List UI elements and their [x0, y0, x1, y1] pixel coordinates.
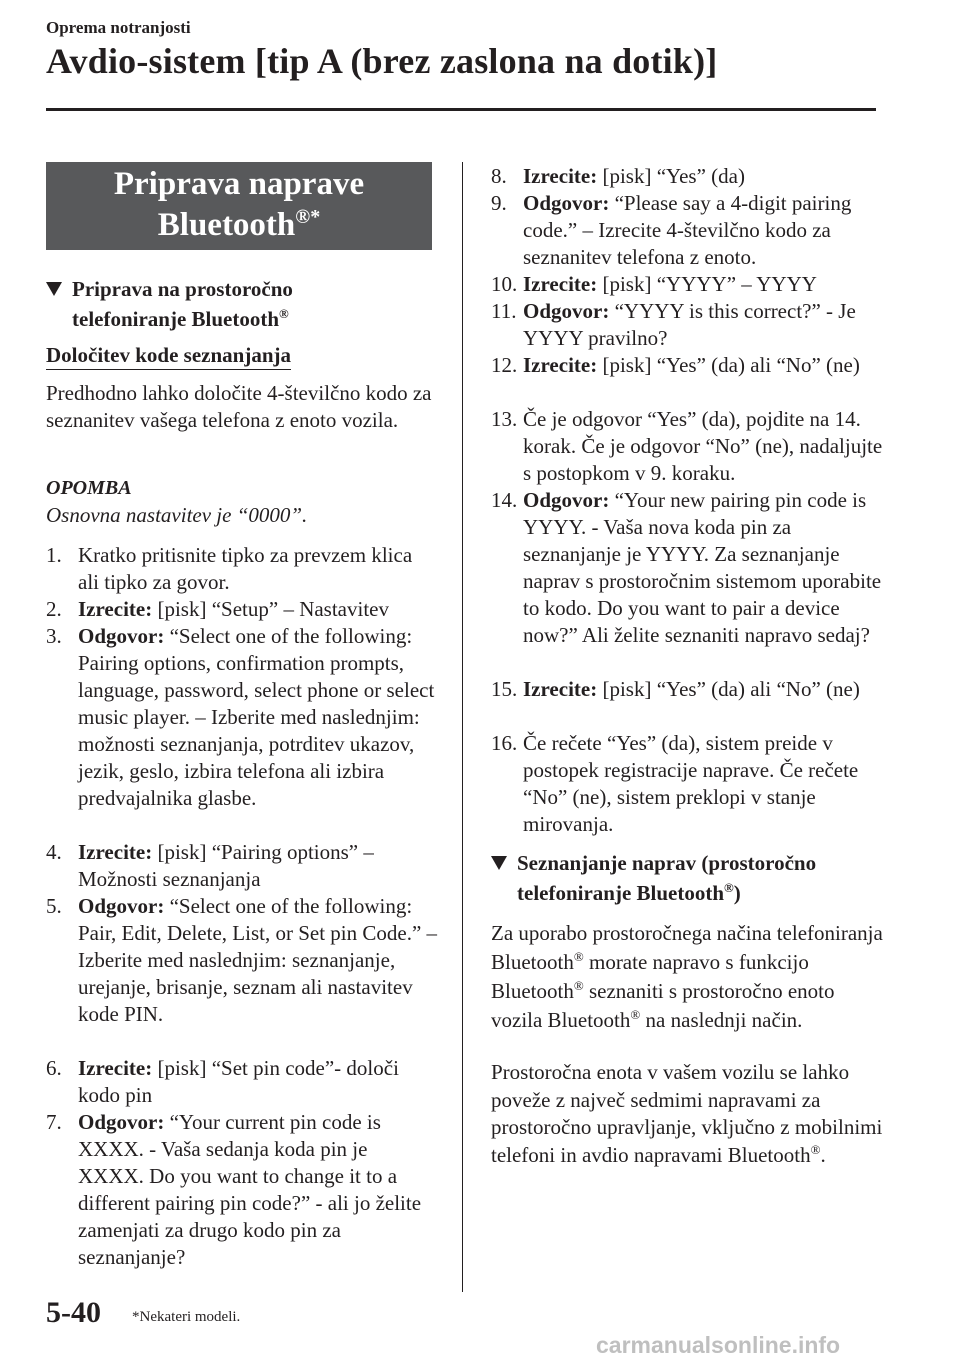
step-11: 11. Odgovor: “YYYY is this correct?” - Je YYYY pravilno? — [491, 299, 856, 350]
step-15: 15. Izrecite: [pisk] “Yes” (da) ali “No” (ne) — [491, 677, 860, 701]
watermark: carmanualsonline.info — [596, 1332, 841, 1358]
triangle-bullet-icon — [46, 282, 62, 296]
step-16: 16. Če rečete “Yes” (da), sistem preide v postopek registracije naprave. Če rečete “No” (ne), sistem preklopi v stanje mirovanja. — [491, 731, 859, 836]
page-number: 5-40 — [46, 1296, 101, 1329]
step-3: 3. Odgovor: “Select one of the following: Pairing options, confirmation prompts, language, password, select phone or select music player. – Izberite med naslednjim: možnosti seznanjanja, potrditev ukazov, jezik, geslo, izbira telefona ali izbira predvajalnika glasbe. — [46, 624, 435, 810]
triangle-bullet-icon — [491, 856, 507, 870]
banner-line2: Bluetooth®* — [157, 206, 321, 243]
section-banner — [46, 162, 432, 250]
step-5: 5. Odgovor: “Select one of the following: Pair, Edit, Delete, List, or Set pin Code.” – Izberite med naslednjim: seznanjanje, urejanje, brisanje, seznam ali nastavitev kode PIN. — [46, 894, 438, 1026]
subheading-handsfree-prep: Priprava na prostoročno telefoniranje Bluetooth® — [46, 274, 446, 334]
footnote: *Nekateri modeli. — [132, 1309, 241, 1325]
step-6: 6. Izrecite: [pisk] “Set pin code”- določi kodo pin — [46, 1056, 399, 1107]
page-title: Avdio-sistem [tip A (brez zaslona na dotik)] — [46, 41, 718, 81]
intro-paragraph: Predhodno lahko določite 4-številčno kodo za seznanitev vašega telefona z enoto vozila. — [46, 381, 432, 432]
header-rule — [46, 108, 876, 111]
step-12: 12. Izrecite: [pisk] “Yes” (da) ali “No” (ne) — [491, 353, 860, 377]
subheading-pairing-code: Določitev kode seznanjanja — [46, 343, 291, 370]
step-8: 8. Izrecite: [pisk] “Yes” (da) — [491, 164, 745, 188]
step-9: 9. Odgovor: “Please say a 4-digit pairing code.” – Izrecite 4-številčno kodo za seznanitev telefona z enoto. — [491, 191, 852, 269]
step-2: 2. Izrecite: [pisk] “Setup” – Nastavitev — [46, 597, 389, 621]
banner-line1: Priprava naprave — [113, 166, 365, 202]
pairing-paragraph-2: Prostoročna enota v vašem vozilu se lahko poveže z največ sedmimi napravami za prostoročno upravljanje, vključno z mobilnimi telefoni in avdio napravami Bluetooth®. — [491, 1060, 883, 1167]
note-text: Osnovna nastavitev je “0000”. — [46, 503, 308, 527]
step-1: 1. Kratko pritisnite tipko za prevzem klica ali tipko za govor. — [46, 543, 413, 594]
subheading-device-pairing: Seznanjanje naprav (prostoročno telefoniranje Bluetooth®) — [491, 848, 891, 908]
column-divider — [462, 162, 463, 1292]
step-7: 7. Odgovor: “Your current pin code is XXXX. - Vaša sedanja koda pin je XXXX. Do you want to change it to a different pairing pin code?” - ali jo želite zamenjati za drugo kodo pin za seznanjanje? — [46, 1110, 422, 1269]
step-10: 10. Izrecite: [pisk] “YYYY” – YYYY — [491, 272, 817, 296]
note-label: OPOMBA — [46, 477, 132, 499]
step-13: 13. Če je odgovor “Yes” (da), pojdite na 14. korak. Če je odgovor “No” (ne), nadaljujte s postopkom v 9. koraku. — [491, 407, 883, 485]
pairing-paragraph-1: Za uporabo prostoročnega načina telefoniranja Bluetooth® morate napravo s funkcijo Bluetooth® seznaniti s prostoročno enoto vozila Bluetooth® na naslednji način. — [491, 921, 883, 1032]
step-14: 14. Odgovor: “Your new pairing pin code is YYYY. - Vaša nova koda pin za seznanjanje je YYYY. Za seznanjanje naprav s prostoročnim sistemom uporabite to kodo. Do you want to pair a device now?” Ali želite seznaniti napravo sedaj? — [491, 488, 882, 647]
section-label: Oprema notranjosti — [46, 18, 191, 37]
step-4: 4. Izrecite: [pisk] “Pairing options” – Možnosti seznanjanja — [46, 840, 374, 891]
